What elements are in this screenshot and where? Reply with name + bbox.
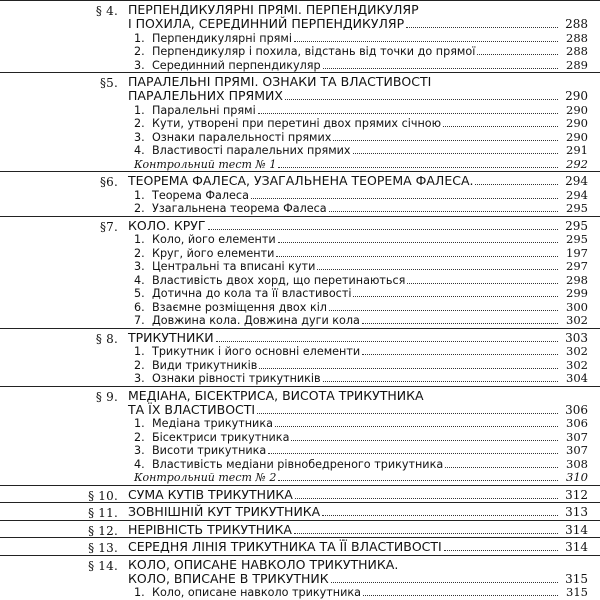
dot-leader <box>275 426 558 427</box>
page-number: 290 <box>566 116 588 130</box>
toc-subitem[interactable] <box>134 444 588 458</box>
page-number: 297 <box>566 259 588 273</box>
subitem-title: Довжина кола. Довжина дуги кола <box>152 314 360 327</box>
toc-section <box>0 520 600 538</box>
dot-leader <box>333 140 558 141</box>
page-number: 302 <box>566 357 588 372</box>
subitem-number: 1. <box>134 417 145 430</box>
page-number: 295 <box>566 201 588 215</box>
toc-subitem[interactable] <box>134 417 588 431</box>
subitem-title: Ознаки паралельності прямих <box>152 130 332 144</box>
subitem-title: Бісектриси трикутника <box>152 430 290 444</box>
section-title-line: ПЕРПЕНДИКУЛЯРНІ ПРЯМІ. ПЕРПЕНДИКУЛЯР <box>128 2 419 17</box>
page-number: 291 <box>566 143 588 157</box>
page-number: 295 <box>565 218 588 233</box>
section-number: § 10. <box>88 488 118 503</box>
toc-subitem[interactable] <box>134 274 588 288</box>
subitem-number: 2. <box>134 358 145 372</box>
subitem-title: Теорема Фалеса <box>152 188 249 202</box>
subitem-number: 2. <box>134 117 145 130</box>
toc-section <box>0 328 600 386</box>
subitem-title: Коло, описане навколо трикутника <box>152 586 361 599</box>
dot-leader <box>295 498 558 499</box>
toc-subitem[interactable] <box>134 314 588 328</box>
section-number: §6. <box>99 175 118 189</box>
section-number: § 11. <box>88 506 118 520</box>
toc-subitem[interactable] <box>134 233 588 247</box>
subitem-number: 2. <box>134 202 145 215</box>
toc-subitem[interactable] <box>134 287 588 301</box>
section-title: ТЕОРЕМА ФАЛЕСА, УЗАГАЛЬНЕНА ТЕОРЕМА ФАЛЕСА. <box>128 173 474 188</box>
page-number: 307 <box>566 443 588 457</box>
page-number: 302 <box>566 313 588 327</box>
dot-leader <box>294 533 558 534</box>
toc-subitem[interactable] <box>134 345 588 359</box>
section-title-row[interactable] <box>128 17 588 32</box>
toc-subitem[interactable] <box>134 189 588 203</box>
subitem-number: 2. <box>134 430 145 444</box>
dot-leader <box>257 413 558 414</box>
toc-section <box>0 485 600 503</box>
subitem-number: 1. <box>134 233 145 246</box>
page-number: 197 <box>566 245 588 260</box>
subitem-number: 1. <box>134 103 145 117</box>
page-number: 314 <box>565 522 588 537</box>
section-title: І ПОХИЛА, СЕРЕДИННИЙ ПЕРПЕНДИКУЛЯР <box>128 16 405 31</box>
page-number: 306 <box>565 402 588 417</box>
toc-section <box>0 502 600 520</box>
page-number: 308 <box>566 456 588 471</box>
control-test-title: Контрольний тест № 1 <box>134 157 277 171</box>
dot-leader <box>294 41 558 42</box>
dot-leader <box>258 113 558 114</box>
dot-leader <box>353 153 558 154</box>
page-number: 300 <box>566 299 588 314</box>
toc-subitem[interactable] <box>134 202 588 216</box>
toc-subitem[interactable] <box>134 247 588 261</box>
section-title-row[interactable] <box>128 174 588 189</box>
subitem-number: 7. <box>134 314 145 327</box>
section-title-row[interactable] <box>128 89 588 104</box>
subitem-title: Перпендикуляр і похила, відстань від точки до прямої <box>152 45 476 58</box>
page-number: 307 <box>566 429 588 444</box>
control-test-title: Контрольний тест № 2 <box>134 471 277 484</box>
section-title: ПАРАЛЕЛЬНИХ ПРЯМИХ <box>128 88 283 103</box>
subitem-title: Центральні та вписані кути <box>152 260 316 273</box>
section-title-row[interactable] <box>128 540 588 555</box>
dot-leader <box>278 242 558 243</box>
toc-subitem[interactable] <box>134 45 588 59</box>
section-number: § 4. <box>95 4 118 18</box>
dot-leader <box>329 211 558 212</box>
page-number: 315 <box>566 585 588 599</box>
toc-section <box>0 537 600 555</box>
page-number: 306 <box>566 416 588 430</box>
subitem-title: Медіана трикутника <box>152 417 273 430</box>
page-number: 294 <box>566 187 588 202</box>
section-title: СУМА КУТІВ ТРИКУТНИКА <box>128 486 293 502</box>
dot-leader <box>445 467 558 468</box>
dot-leader <box>278 167 558 168</box>
subitem-title: Ознаки рівності трикутників <box>152 372 321 385</box>
subitem-title: Дотична до кола та її властивості <box>152 287 352 300</box>
section-title-row[interactable] <box>128 488 588 503</box>
dot-leader <box>291 440 558 441</box>
toc-section <box>0 216 600 328</box>
toc-section <box>0 171 600 216</box>
page-number: 304 <box>566 371 588 385</box>
subitem-number: 2. <box>134 246 145 260</box>
toc-subitem[interactable] <box>134 117 588 131</box>
page-number: 299 <box>566 286 588 300</box>
section-title-row[interactable] <box>128 572 588 587</box>
toc-subitem[interactable] <box>134 131 588 145</box>
toc-subitem[interactable] <box>134 104 588 118</box>
subitem-number: 3. <box>134 444 145 457</box>
section-number: §7. <box>99 219 118 234</box>
subitem-number: 1. <box>134 188 145 202</box>
subitem-title: Взаємне розміщення двох кіл <box>152 300 327 314</box>
section-title-row[interactable] <box>128 523 588 538</box>
subitem-title: Коло, його елементи <box>152 233 276 246</box>
section-title: КОЛО, ВПИСАНЕ В ТРИКУТНИК <box>128 570 329 586</box>
section-title-line: КОЛО, ОПИСАНЕ НАВКОЛО ТРИКУТНИКА. <box>128 556 399 572</box>
subitem-number: 4. <box>134 273 145 287</box>
toc-subitem[interactable] <box>134 59 588 73</box>
toc-subitem[interactable] <box>134 32 588 46</box>
section-title-line: МЕДІАНА, БІСЕКТРИСА, ВИСОТА ТРИКУТНИКА <box>128 387 424 403</box>
subitem-title: Висоти трикутника <box>152 444 267 457</box>
subitem-title: Властивість двох хорд, що перетинаються <box>152 273 406 287</box>
section-number: § 9. <box>95 389 118 404</box>
page-number: 290 <box>565 89 588 103</box>
subitem-number: 1. <box>134 31 145 45</box>
page-number: 298 <box>566 272 588 287</box>
dot-leader <box>362 323 558 324</box>
dot-leader <box>323 381 558 382</box>
page-number: 288 <box>565 17 588 31</box>
page-number: 315 <box>565 571 588 586</box>
section-title-row[interactable] <box>128 505 588 520</box>
dot-leader <box>268 453 558 454</box>
subitem-number: 1. <box>134 345 145 358</box>
subitem-title: Перпендикулярні прямі <box>152 31 292 45</box>
page-number: 312 <box>565 487 588 502</box>
subitem-number: 3. <box>134 260 145 273</box>
toc-section <box>0 386 600 485</box>
dot-leader <box>406 27 558 28</box>
section-title: ТА ЇХ ВЛАСТИВОСТІ <box>128 401 256 417</box>
subitem-number: 5. <box>134 287 145 300</box>
dot-leader <box>259 368 558 369</box>
dot-leader <box>323 68 558 69</box>
page-number: 313 <box>565 505 588 519</box>
subitem-number: 4. <box>134 144 145 157</box>
section-title-row[interactable] <box>128 219 588 234</box>
subitem-number: 4. <box>134 457 145 471</box>
toc-section <box>0 555 600 600</box>
section-number: § 13. <box>88 541 118 555</box>
dot-leader <box>362 354 558 355</box>
page-number: 288 <box>566 44 588 58</box>
subitem-number: 3. <box>134 372 145 385</box>
dot-leader <box>444 550 558 551</box>
control-test-item[interactable] <box>134 158 588 172</box>
subitem-number: 6. <box>134 300 145 314</box>
subitem-title: Кути, утворені при перетині двох прямих січною <box>152 117 442 130</box>
page-number: 302 <box>566 344 588 358</box>
subitem-number: 1. <box>134 586 145 599</box>
section-number: §5. <box>99 76 118 90</box>
subitem-title: Круг, його елементи <box>152 246 275 260</box>
dot-leader <box>285 99 558 100</box>
page-number: 314 <box>565 540 588 554</box>
toc-subitem[interactable] <box>134 260 588 274</box>
dot-leader <box>477 54 558 55</box>
page-number: 292 <box>566 156 588 171</box>
toc-subitem[interactable] <box>134 301 588 315</box>
page-number: 288 <box>566 30 588 45</box>
page-number: 310 <box>566 470 588 484</box>
subitem-title: Узагальнена теорема Фалеса <box>152 202 327 215</box>
page-number: 289 <box>566 57 588 72</box>
page-number: 290 <box>566 102 588 117</box>
section-title: СЕРЕДНЯ ЛІНІЯ ТРИКУТНИКА ТА ЇЇ ВЛАСТИВОСТІ <box>128 539 442 554</box>
subitem-title: Види трикутників <box>152 358 258 372</box>
toc-subitem[interactable] <box>134 458 588 472</box>
section-title-row[interactable] <box>128 403 588 418</box>
toc-subitem[interactable] <box>134 359 588 373</box>
page-number: 290 <box>566 129 588 144</box>
dot-leader <box>353 296 558 297</box>
dot-leader <box>317 269 558 270</box>
page-number: 303 <box>565 330 588 345</box>
dot-leader <box>475 184 558 185</box>
toc-section <box>0 72 600 171</box>
subitem-number: 3. <box>134 130 145 144</box>
section-title-row[interactable] <box>128 331 588 346</box>
subitem-title: Серединний перпендикуляр <box>152 58 321 72</box>
control-test-item[interactable] <box>134 471 588 485</box>
toc-subitem[interactable] <box>134 431 588 445</box>
dot-leader <box>276 256 558 257</box>
dot-leader <box>208 229 558 230</box>
subitem-number: 3. <box>134 58 145 72</box>
dot-leader <box>363 595 558 596</box>
section-number: § 8. <box>95 331 118 346</box>
dot-leader <box>278 480 558 481</box>
dot-leader <box>216 341 558 342</box>
dot-leader <box>407 283 558 284</box>
section-number: § 14. <box>88 558 118 573</box>
toc-section <box>0 0 600 72</box>
toc-subitem[interactable] <box>134 144 588 158</box>
toc-subitem[interactable] <box>134 372 588 386</box>
subitem-title: Властивість медіани рівнобедреного трикутника <box>152 457 444 471</box>
section-title: ТРИКУТНИКИ <box>128 329 214 345</box>
section-title-line: ПАРАЛЕЛЬНІ ПРЯМІ. ОЗНАКИ ТА ВЛАСТИВОСТІ <box>128 74 432 89</box>
section-title: НЕРІВНІСТЬ ТРИКУТНИКА <box>128 521 292 537</box>
page-number: 295 <box>566 232 588 246</box>
toc-subitem[interactable] <box>134 586 588 600</box>
dot-leader <box>329 310 558 311</box>
section-title: КОЛО. КРУГ <box>128 217 206 233</box>
dot-leader <box>251 198 558 199</box>
dot-leader <box>331 582 558 583</box>
section-title: ЗОВНІШНІЙ КУТ ТРИКУТНИКА <box>128 504 321 519</box>
subitem-title: Властивості паралельних прямих <box>152 144 351 157</box>
subitem-number: 2. <box>134 45 145 58</box>
page-number: 294 <box>565 174 588 188</box>
section-number: § 12. <box>88 523 118 538</box>
dot-leader <box>443 126 558 127</box>
dot-leader <box>322 515 558 516</box>
subitem-title: Трикутник і його основні елементи <box>152 345 361 358</box>
subitem-title: Паралельні прямі <box>152 103 256 117</box>
